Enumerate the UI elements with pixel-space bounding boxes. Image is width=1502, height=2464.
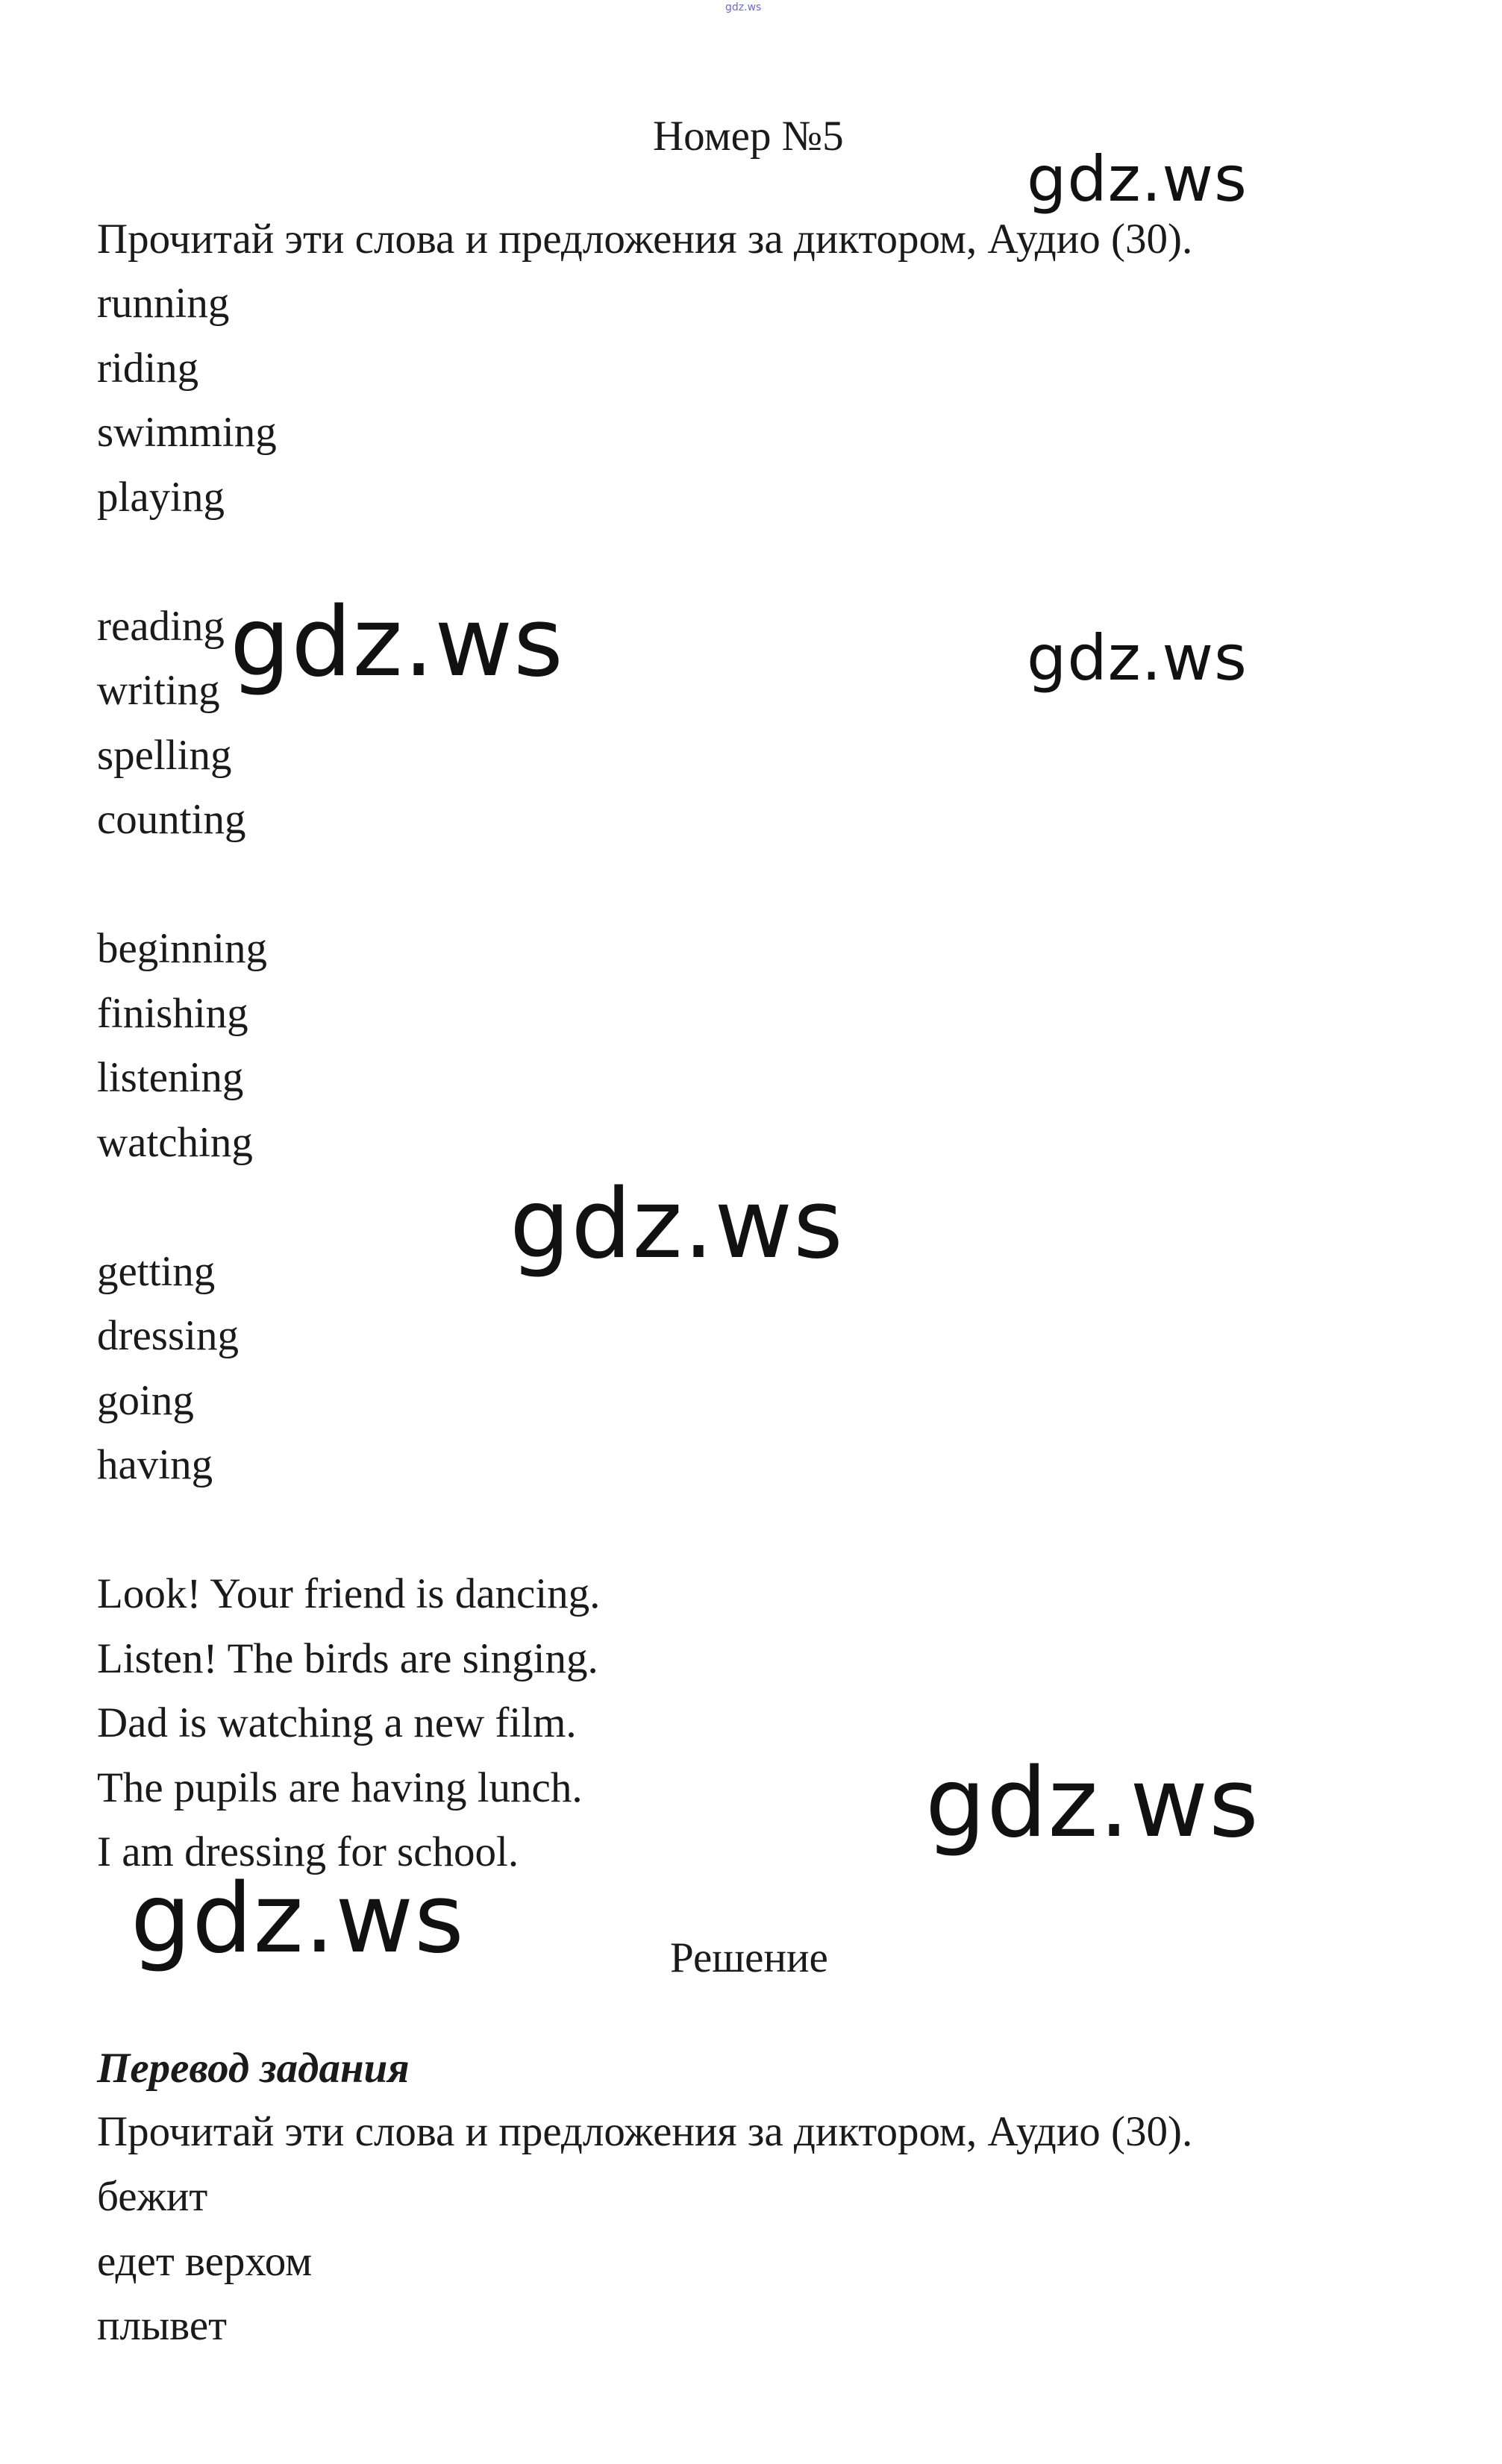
word-item: getting	[97, 1248, 216, 1295]
sentence-item: Dad is watching a new film.	[97, 1699, 577, 1746]
sentence-item: Listen! The birds are singing.	[97, 1635, 598, 1682]
word-item: spelling	[97, 732, 232, 779]
translation-heading: Перевод задания	[97, 2045, 410, 2092]
translation-item: едет верхом	[97, 2238, 313, 2285]
translation-instruction: Прочитай эти слова и предложения за диктором, Аудио (30).	[97, 2108, 1193, 2155]
watermark: gdz.ws	[1027, 142, 1248, 216]
sentence-item: Look! Your friend is dancing.	[97, 1570, 601, 1617]
word-item: listening	[97, 1054, 244, 1101]
translation-item: плывет	[97, 2302, 228, 2349]
sentence-item: I am dressing for school.	[97, 1828, 519, 1875]
watermark: gdz.ws	[230, 587, 564, 698]
word-item: reading	[97, 603, 225, 650]
word-item: having	[97, 1441, 213, 1488]
watermark: gdz.ws	[925, 1748, 1260, 1859]
solution-label: Решение	[670, 1934, 828, 1981]
top-watermark: gdz.ws	[725, 1, 762, 13]
word-item: running	[97, 280, 230, 327]
page-title: Номер №5	[653, 113, 844, 160]
word-item: counting	[97, 796, 246, 843]
watermark: gdz.ws	[1027, 621, 1248, 695]
word-item: swimming	[97, 409, 277, 456]
translation-item: бежит	[97, 2173, 208, 2220]
word-item: finishing	[97, 990, 248, 1037]
word-item: going	[97, 1377, 194, 1424]
watermark: gdz.ws	[510, 1169, 844, 1280]
watermark: gdz.ws	[131, 1863, 465, 1975]
word-item: beginning	[97, 925, 267, 972]
word-item: dressing	[97, 1312, 239, 1359]
sentence-item: The pupils are having lunch.	[97, 1764, 583, 1811]
word-item: writing	[97, 667, 220, 714]
word-item: riding	[97, 345, 199, 392]
instruction: Прочитай эти слова и предложения за диктором, Аудио (30).	[97, 216, 1193, 263]
word-item: watching	[97, 1119, 253, 1166]
word-item: playing	[97, 474, 225, 521]
